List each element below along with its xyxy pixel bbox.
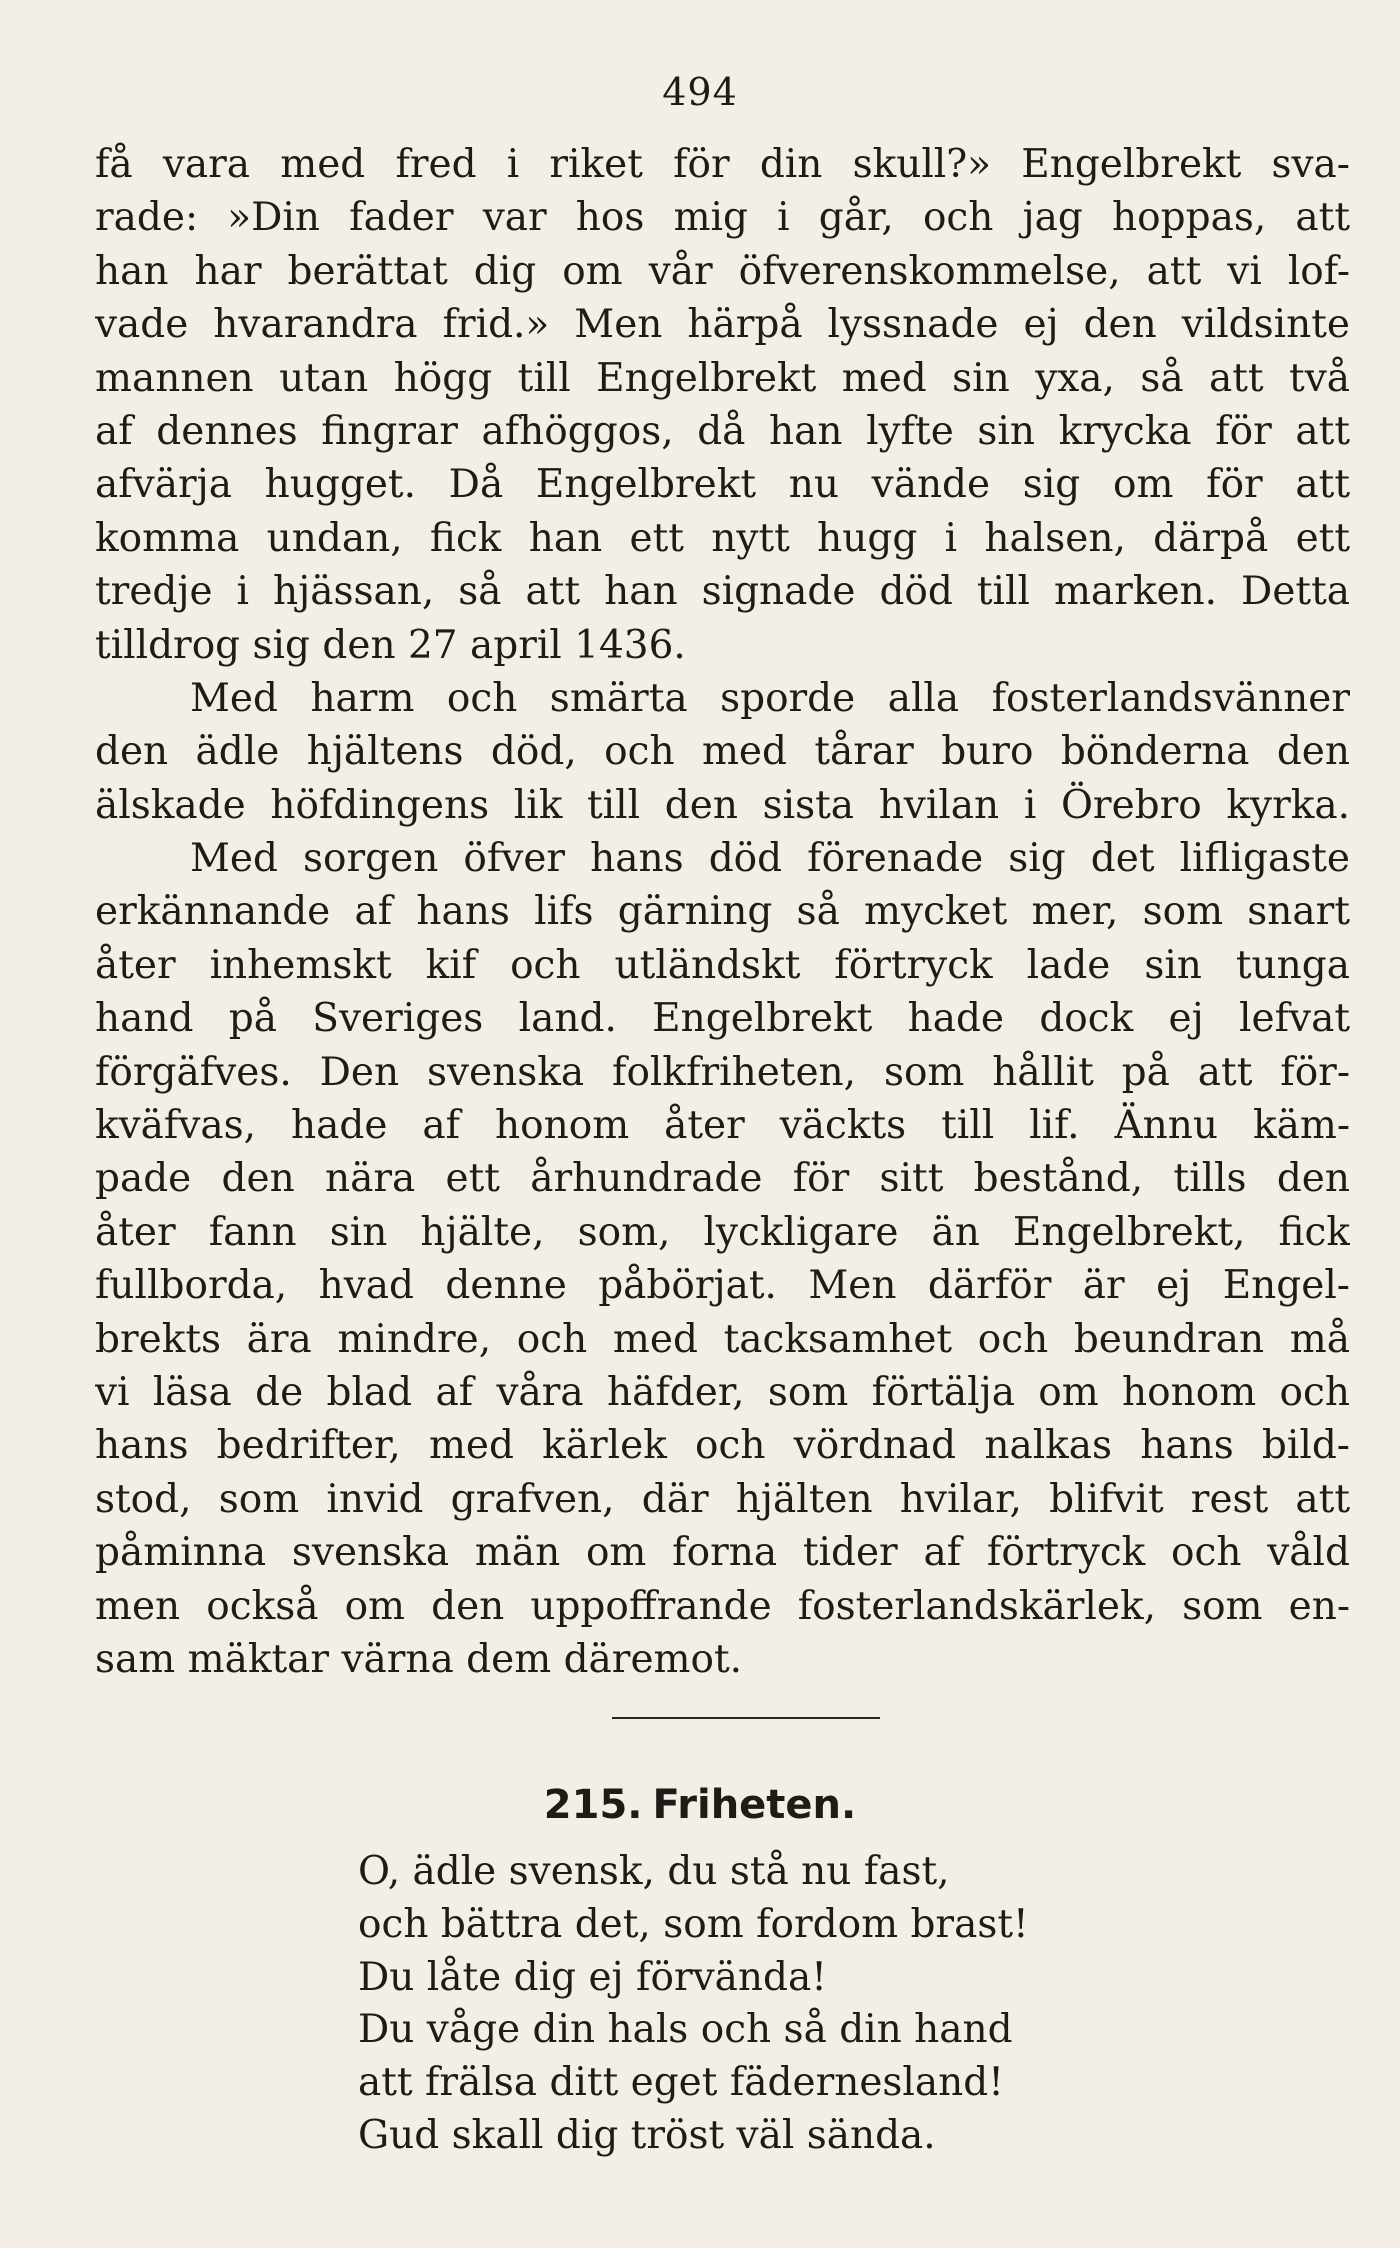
text-line: få vara med fred i riket för din skull?» Engelbrekt sva- bbox=[95, 142, 1350, 187]
poem-title: Friheten. bbox=[652, 1782, 857, 1828]
poem-line: att frälsa ditt eget fädernesland! bbox=[358, 2060, 1004, 2106]
poem-line: och bättra det, som fordom brast! bbox=[358, 1901, 1029, 1947]
prose-block bbox=[95, 138, 1350, 1686]
text-line: vi läsa de blad af våra häfder, som förtälja om honom och bbox=[95, 1369, 1350, 1415]
text-line: afvärja hugget. Då Engelbrekt nu vände sig om för att bbox=[95, 462, 1350, 508]
text-line: men också om den uppoffrande fosterlandskärlek, som en- bbox=[95, 1583, 1350, 1629]
paragraph-end-line: älskade höfdingens lik till den sista hvilan i Örebro kyrka. bbox=[95, 782, 1350, 828]
text-line: kväfvas, hade af honom åter väckts till lif. Ännu käm- bbox=[95, 1103, 1350, 1149]
text-line: vade hvarandra frid.» Men härpå lyssnade ej den vildsinte bbox=[95, 302, 1350, 348]
text-line: pade den nära ett århundrade för sitt bestånd, tills den bbox=[95, 1156, 1350, 1202]
text-line: hand på Sveriges land. Engelbrekt hade dock ej lefvat bbox=[95, 996, 1350, 1042]
text-line: hans bedrifter, med kärlek och vördnad nalkas hans bild- bbox=[95, 1423, 1350, 1469]
text-line: af dennes fingrar afhöggos, då han lyfte sin krycka för att bbox=[95, 408, 1350, 454]
poem-heading bbox=[0, 1782, 1400, 1828]
poem-line: Gud skall dig tröst väl sända. bbox=[358, 2112, 936, 2158]
text-line: åter inhemskt kif och utländskt förtryck lade sin tunga bbox=[95, 942, 1350, 988]
text-line: fullborda, hvad denne påbörjat. Men därför är ej Engel- bbox=[95, 1263, 1350, 1309]
text-line: komma undan, fick han ett nytt hugg i halsen, därpå ett bbox=[95, 515, 1350, 561]
section-divider bbox=[612, 1717, 880, 1719]
paragraph-start-line: Med harm och smärta sporde alla fosterlandsvänner bbox=[190, 675, 1350, 721]
paragraph-end-line: sam mäktar värna dem däremot. bbox=[95, 1636, 743, 1682]
text-line: tredje i hjässan, så att han signade död till marken. Detta bbox=[95, 569, 1350, 615]
text-line: rade: »Din fader var hos mig i går, och jag hoppas, att bbox=[95, 195, 1350, 241]
text-line: påminna svenska män om forna tider af förtryck och våld bbox=[95, 1530, 1350, 1576]
text-line: mannen utan högg till Engelbrekt med sin yxa, så att två bbox=[95, 355, 1350, 401]
text-line: förgäfves. Den svenska folkfriheten, som hållit på att för- bbox=[95, 1049, 1350, 1095]
poem-line: O, ädle svensk, du stå nu fast, bbox=[358, 1849, 950, 1894]
page-number: 494 bbox=[662, 70, 738, 114]
text-line: den ädle hjältens död, och med tårar buro bönderna den bbox=[95, 729, 1350, 775]
text-line: brekts ära mindre, och med tacksamhet och beundran må bbox=[95, 1316, 1350, 1362]
paragraph-end-line: tilldrog sig den 27 april 1436. bbox=[95, 622, 686, 668]
poem-line: Du låte dig ej förvända! bbox=[358, 1954, 827, 2000]
text-line: åter fann sin hjälte, som, lyckligare än Engelbrekt, fick bbox=[95, 1209, 1350, 1255]
poem-stanza bbox=[358, 1846, 1029, 2163]
poem-line: Du våge din hals och så din hand bbox=[358, 2007, 1013, 2053]
text-line: erkännande af hans lifs gärning så mycket mer, som snart bbox=[95, 889, 1350, 935]
paragraph-start-line: Med sorgen öfver hans död förenade sig det lifligaste bbox=[190, 836, 1350, 882]
poem-number: 215. bbox=[543, 1782, 643, 1828]
text-line: han har berättat dig om vår öfverenskommelse, att vi lof- bbox=[95, 248, 1350, 294]
text-line: stod, som invid grafven, där hjälten hvilar, blifvit rest att bbox=[95, 1476, 1350, 1522]
